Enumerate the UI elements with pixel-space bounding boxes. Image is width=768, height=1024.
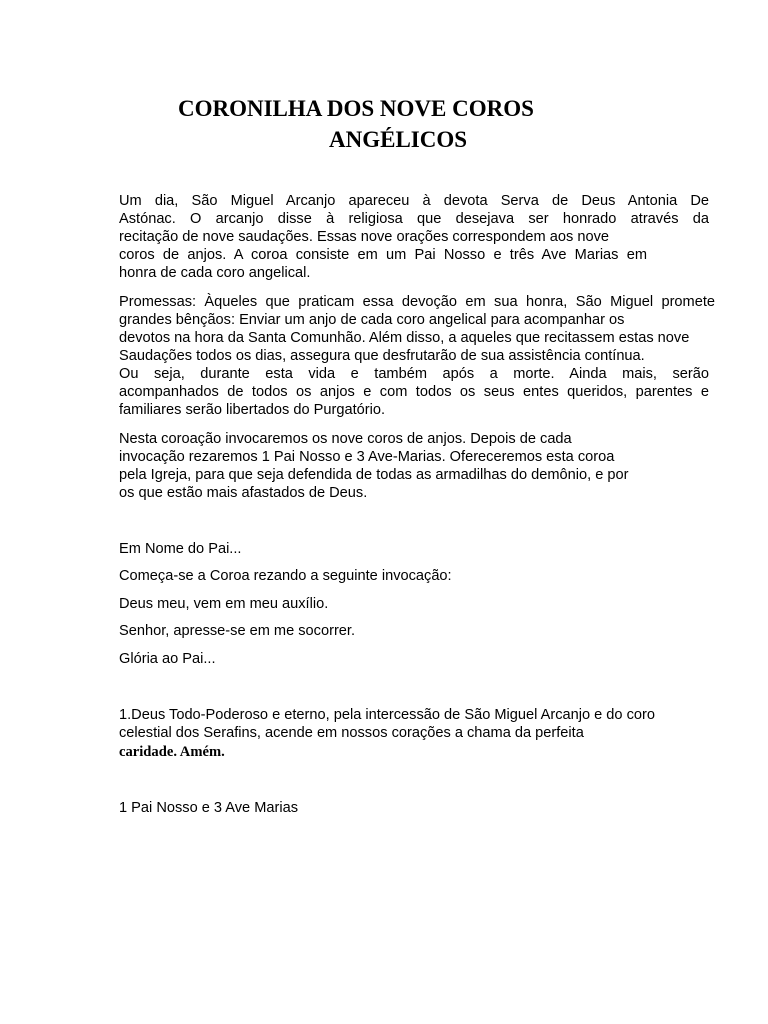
pai-nosso-ave-marias: 1 Pai Nosso e 3 Ave Marias xyxy=(119,800,299,816)
promessas-line-3: devotos na hora da Santa Comunhão. Além disso, a aqueles que recitassem estas nove xyxy=(119,330,690,346)
oracao1-line-3: caridade. Amém. xyxy=(119,744,225,760)
document-title-line-2: ANGÉLICOS xyxy=(329,127,468,152)
promessas-line-7: familiares serão libertados do Purgatório. xyxy=(119,402,386,418)
promessas-line-1: Promessas: Àqueles que praticam essa devoção em sua honra, São Miguel promete xyxy=(119,294,715,310)
intro-line-5: honra de cada coro angelical. xyxy=(119,265,311,281)
deus-meu-line: Deus meu, vem em meu auxílio. xyxy=(119,596,329,612)
comeca-invocacao: Começa-se a Coroa rezando a seguinte invocação: xyxy=(119,568,452,584)
intro-line-3: recitação de nove saudações. Essas nove orações correspondem aos nove xyxy=(119,229,609,245)
senhor-line: Senhor, apresse-se em me socorrer. xyxy=(119,623,356,639)
document-title-line-1: CORONILHA DOS NOVE COROS xyxy=(178,96,534,121)
promessas-line-4: Saudações todos os dias, assegura que desfrutarão de sua assistência contínua. xyxy=(119,348,645,364)
intro-line-1: Um dia, São Miguel Arcanjo apareceu à devota Serva de Deus Antonia De xyxy=(119,193,709,209)
coroacao-line-3: pela Igreja, para que seja defendida de todas as armadilhas do demônio, e por xyxy=(119,467,629,483)
coroacao-line-2: invocação rezaremos 1 Pai Nosso e 3 Ave-Marias. Ofereceremos esta coroa xyxy=(119,449,615,465)
oracao1-line-1: 1.Deus Todo-Poderoso e eterno, pela intercessão de São Miguel Arcanjo e do coro xyxy=(119,707,655,723)
intro-line-2: Astónac. O arcanjo disse à religiosa que desejava ser honrado através da xyxy=(119,211,709,227)
em-nome-do-pai: Em Nome do Pai... xyxy=(119,541,242,557)
gloria-line: Glória ao Pai... xyxy=(119,651,216,667)
intro-line-4: coros de anjos. A coroa consiste em um Pai Nosso e três Ave Marias em xyxy=(119,247,647,263)
coroacao-line-1: Nesta coroação invocaremos os nove coros de anjos. Depois de cada xyxy=(119,431,572,447)
oracao1-line-2: celestial dos Serafins, acende em nossos corações a chama da perfeita xyxy=(119,725,584,741)
coroacao-line-4: os que estão mais afastados de Deus. xyxy=(119,485,368,501)
promessas-line-5: Ou seja, durante esta vida e também após a morte. Ainda mais, serão xyxy=(119,366,709,382)
promessas-line-2: grandes bênçãos: Enviar um anjo de cada coro angelical para acompanhar os xyxy=(119,312,625,328)
promessas-line-6: acompanhados de todos os anjos e com todos os seus entes queridos, parentes e xyxy=(119,384,709,400)
